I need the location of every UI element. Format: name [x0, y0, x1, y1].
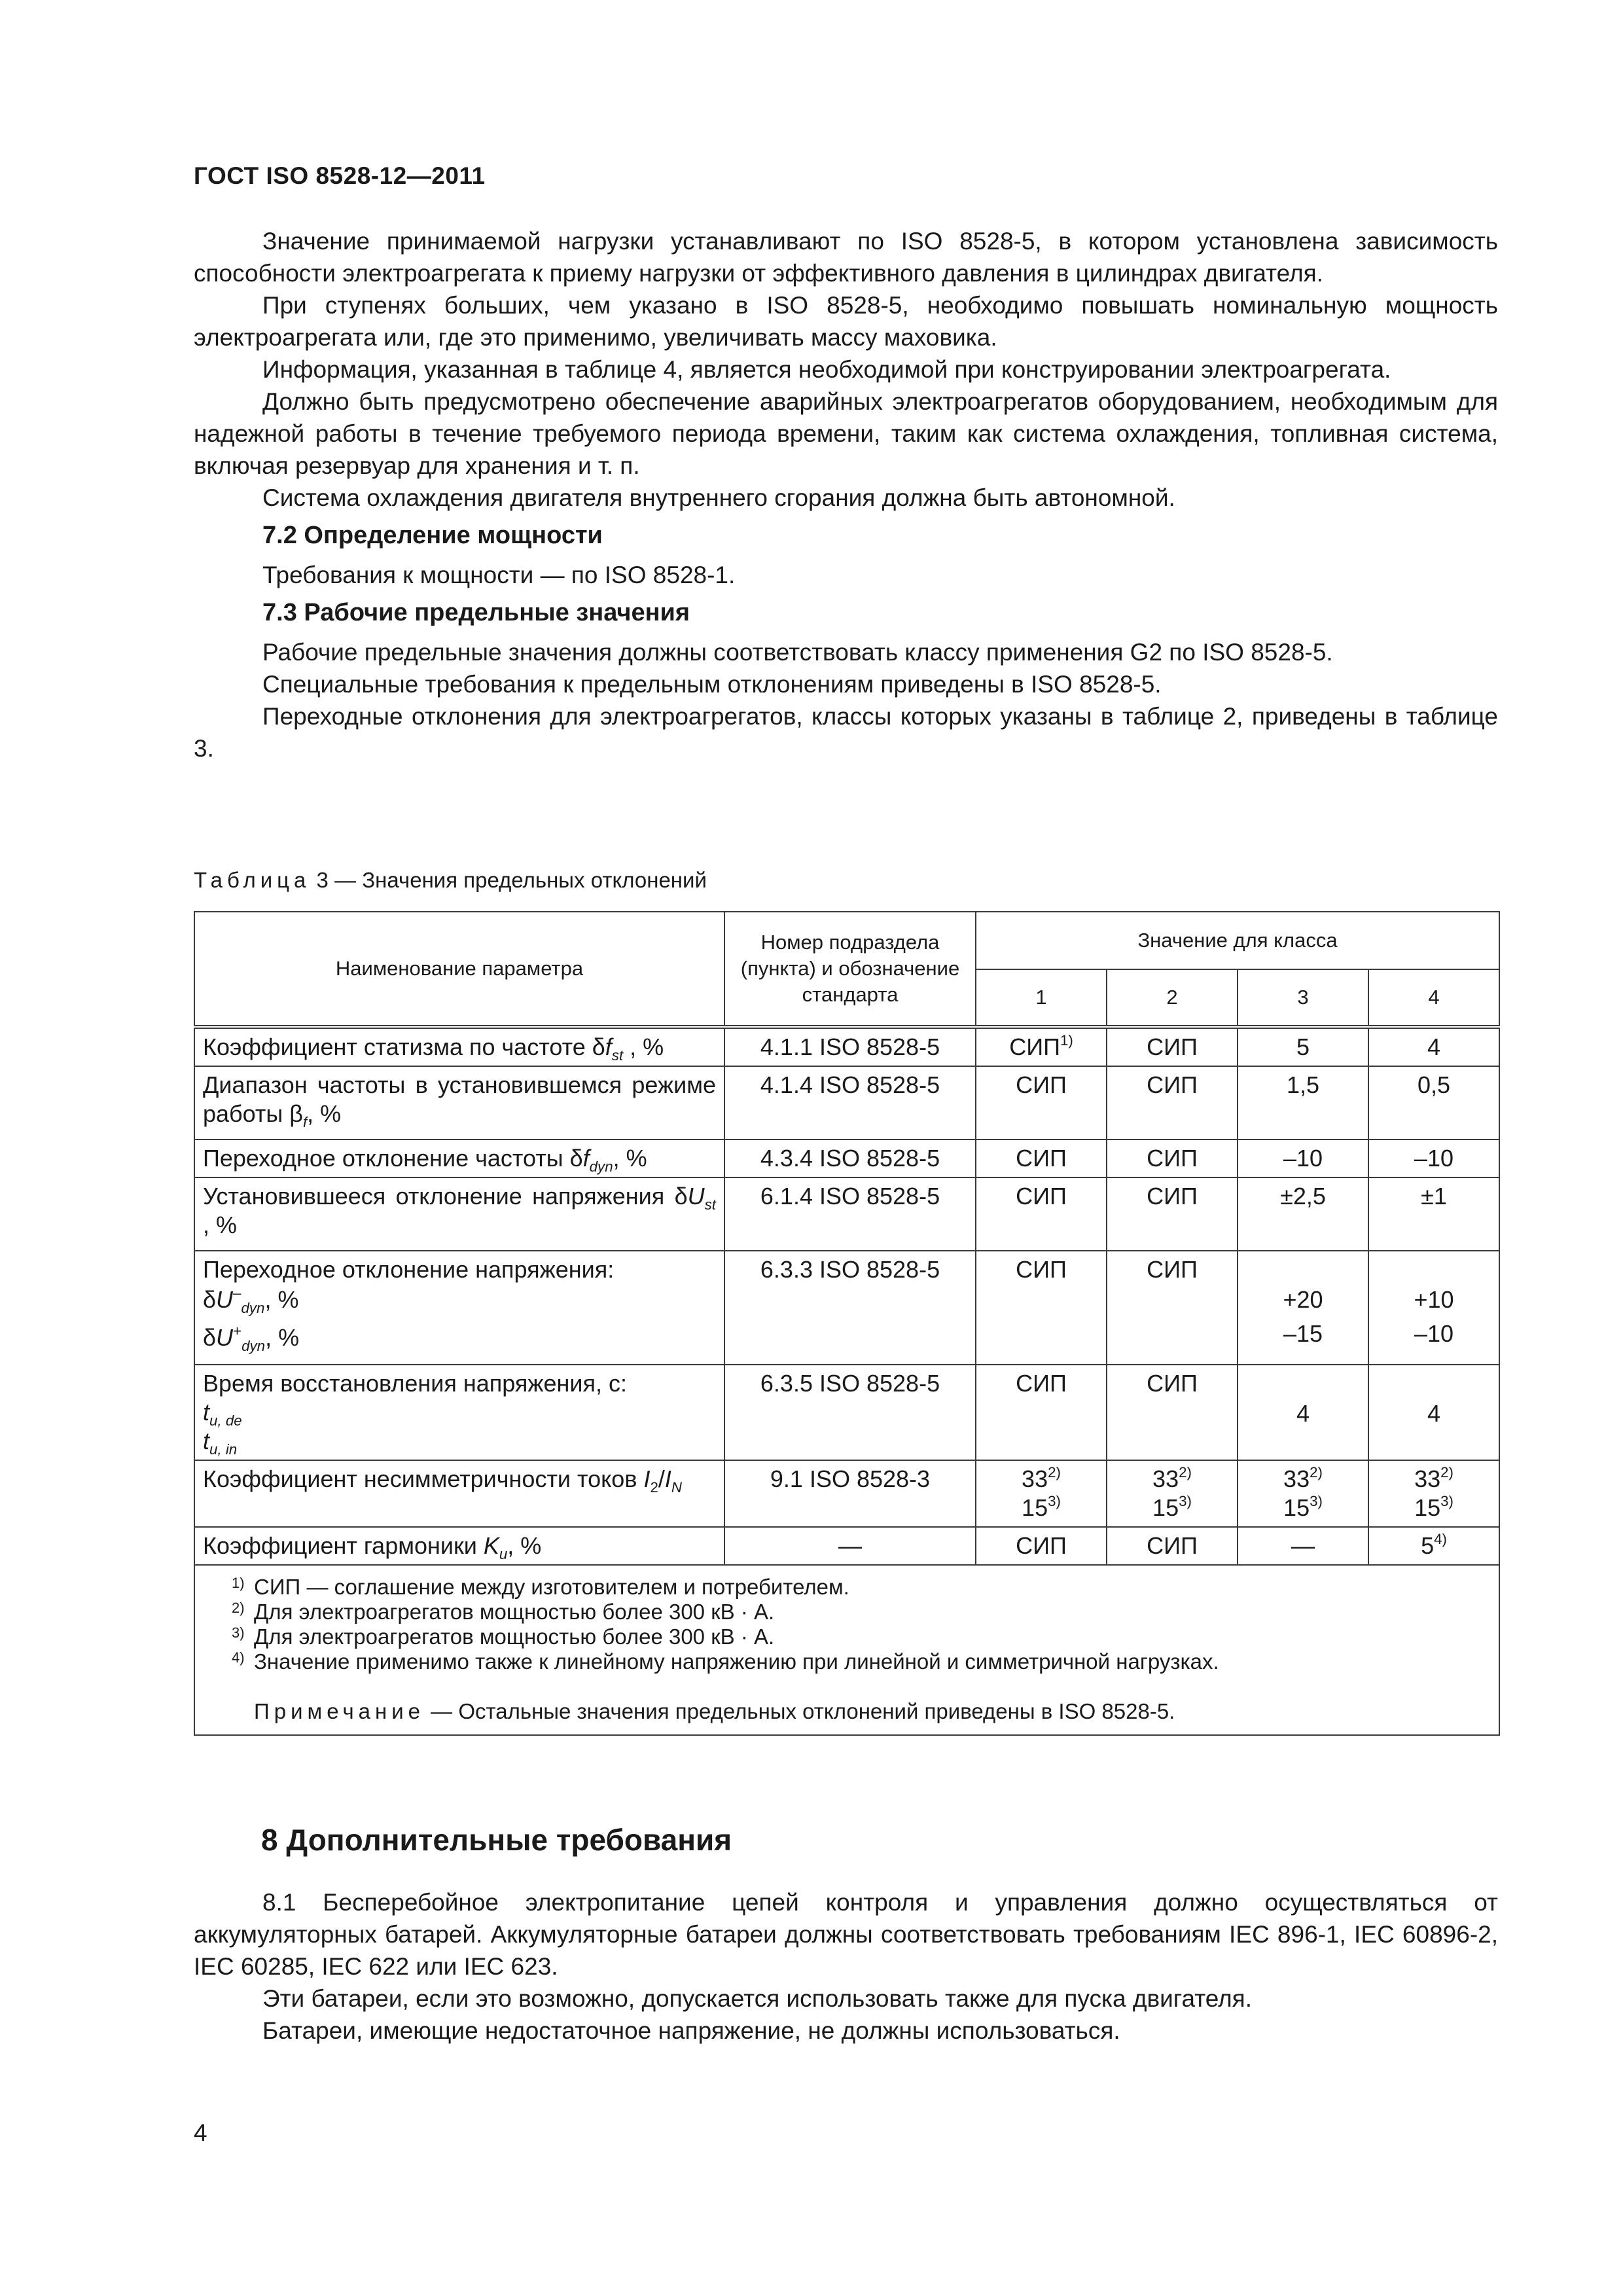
- value-cell: СИП: [1107, 1066, 1238, 1139]
- table-notes-cell: [194, 1565, 1499, 1735]
- standard-cell: 4.1.4 ISO 8528-5: [724, 1066, 976, 1139]
- paragraph: При ступенях больших, чем указано в ISO 8528-5, необходимо повышать номинальную мощность электроагрегата или, где это применимо, увеличивать массу маховика.: [194, 292, 1498, 351]
- standard-cell: 6.3.3 ISO 8528-5: [724, 1251, 976, 1365]
- paragraph: Батареи, имеющие недостаточное напряжение, не должны использоваться.: [262, 2017, 1120, 2044]
- standard-cell: 9.1 ISO 8528-3: [724, 1460, 976, 1527]
- paragraph: Переходные отклонения для электроагрегатов, классы которых указаны в таблице 2, приведены в таблице 3.: [194, 703, 1498, 762]
- table-caption-word: Таблица: [194, 868, 311, 892]
- table-row: [194, 1365, 1499, 1460]
- section-8-heading: 8 Дополнительные требования: [261, 1823, 732, 1857]
- value-cell: СИП: [976, 1251, 1107, 1365]
- document-code-header: ГОСТ ISO 8528-12—2011: [194, 162, 486, 189]
- standard-cell: 4.1.1 ISO 8528-5: [724, 1027, 976, 1066]
- value-cell: +10 –10: [1368, 1251, 1499, 1365]
- section-7-2-heading: 7.2 Определение мощности: [262, 522, 603, 549]
- value-cell: СИП: [976, 1177, 1107, 1251]
- standard-cell: 4.3.4 ISO 8528-5: [724, 1139, 976, 1177]
- footnote: 4) Значение применимо также к линейному напряжению при линейной и симметричной нагрузках.: [232, 1649, 1219, 1674]
- value-cell: 5$^{4)}$: [1368, 1527, 1499, 1565]
- page-number: 4: [194, 2119, 207, 2146]
- paragraph: Требования к мощности — по ISO 8528-1.: [262, 562, 736, 588]
- paragraph: Специальные требования к предельным отклонениям приведены в ISO 8528-5.: [262, 671, 1162, 698]
- standard-cell: 6.3.5 ISO 8528-5: [724, 1365, 976, 1460]
- section-7-3-heading: 7.3 Рабочие предельные значения: [262, 599, 690, 626]
- value-cell: 0,5: [1368, 1066, 1499, 1139]
- value-cell: 33$^{2)}$ 15$^{3)}$: [976, 1460, 1107, 1527]
- table-note: Примечание — Остальные значения предельных отклонений приведены в ISO 8528-5.: [254, 1699, 1175, 1723]
- value-cell: СИП: [1107, 1139, 1238, 1177]
- param-cell: Диапазон частоты в установившемся режиме работы $\beta_f$, %: [194, 1066, 724, 1139]
- table-row: [194, 1177, 1499, 1251]
- paragraph: Информация, указанная в таблице 4, является необходимой при конструировании электроагрегата.: [262, 356, 1391, 383]
- value-cell: —: [1238, 1527, 1368, 1565]
- value-cell: СИП: [976, 1139, 1107, 1177]
- value-cell: 4: [1368, 1365, 1499, 1460]
- table-row: [194, 1251, 1499, 1365]
- value-cell: СИП: [1107, 1027, 1238, 1066]
- value-cell: СИП: [1107, 1177, 1238, 1251]
- param-cell: Установившееся отклонение напряжения $\delta U_{st}$ , %: [194, 1177, 724, 1251]
- param-cell: Переходное отклонение напряжения: $\delta U^-_{dyn}$, % $\delta U^+_{dyn}$, %: [194, 1251, 724, 1365]
- table-row: [194, 1460, 1499, 1527]
- section-8-text-block: [194, 1886, 1498, 2047]
- header-class-3: 3: [1238, 969, 1368, 1027]
- header-class-4: 4: [1368, 969, 1499, 1027]
- intro-text-block: [194, 225, 1498, 764]
- param-cell: Коэффициент несимметричности токов $I_2/I_N$: [194, 1460, 724, 1527]
- value-cell: 33$^{2)}$ 15$^{3)}$: [1238, 1460, 1368, 1527]
- footnote: 1) СИП — соглашение между изготовителем и потребителем.: [232, 1575, 849, 1599]
- footnote: 3) Для электроагрегатов мощностью более 300 кВ · А.: [232, 1624, 775, 1649]
- value-cell: 33$^{2)}$ 15$^{3)}$: [1107, 1460, 1238, 1527]
- value-cell: +20 –15: [1238, 1251, 1368, 1365]
- header-param: Наименование параметра: [194, 912, 724, 1027]
- param-cell: Коэффициент гармоники $K_u$, %: [194, 1527, 724, 1565]
- value-cell: ±1: [1368, 1177, 1499, 1251]
- footnote: 2) Для электроагрегатов мощностью более 300 кВ · А.: [232, 1600, 775, 1624]
- header-class-2: 2: [1107, 969, 1238, 1027]
- table-notes-row: [194, 1565, 1499, 1735]
- value-cell: СИП: [976, 1365, 1107, 1460]
- value-cell: 1,5: [1238, 1066, 1368, 1139]
- value-cell: ±2,5: [1238, 1177, 1368, 1251]
- standard-cell: 6.1.4 ISO 8528-5: [724, 1177, 976, 1251]
- value-cell: СИП: [1107, 1527, 1238, 1565]
- paragraph: Значение принимаемой нагрузки устанавливают по ISO 8528-5, в котором установлена зависимость способности электроагрегата к приему нагрузки от эффективного давления в цилиндрах двигателя.: [194, 228, 1498, 287]
- value-cell: СИП: [1107, 1365, 1238, 1460]
- value-cell: –10: [1238, 1139, 1368, 1177]
- table-row: [194, 1527, 1499, 1565]
- paragraph: Эти батареи, если это возможно, допускается использовать также для пуска двигателя.: [262, 1985, 1252, 2012]
- value-cell: 4: [1238, 1365, 1368, 1460]
- paragraph: Система охлаждения двигателя внутреннего сгорания должна быть автономной.: [262, 484, 1175, 511]
- value-cell: СИП: [1107, 1251, 1238, 1365]
- value-cell: 5: [1238, 1027, 1368, 1066]
- paragraph: Должно быть предусмотрено обеспечение аварийных электроагрегатов оборудованием, необходимым для надежной работы в течение требуемого периода времени, таким как система охлаждения, топливная система, включая резервуар для хранения и т. п.: [194, 388, 1498, 479]
- deviation-limits-table: [194, 911, 1500, 1736]
- param-cell: Время восстановления напряжения, с: $t_{u, de}$ $t_{u, in}$: [194, 1365, 724, 1460]
- value-cell: СИП$^{1)}$: [976, 1027, 1107, 1066]
- value-cell: СИП: [976, 1066, 1107, 1139]
- value-cell: 33$^{2)}$ 15$^{3)}$: [1368, 1460, 1499, 1527]
- param-cell: Переходное отклонение частоты $\delta f_{dyn}$, %: [194, 1139, 724, 1177]
- paragraph: 8.1 Бесперебойное электропитание цепей контроля и управления должно осуществляться от аккумуляторных батарей. Аккумуляторные батареи должны соответствовать требованиям IEC 896-1, IEC 60896-2, IEC 60285, IEC 622 или IEC 623.: [194, 1889, 1498, 1980]
- value-cell: –10: [1368, 1139, 1499, 1177]
- value-cell: СИП: [976, 1527, 1107, 1565]
- table-row: [194, 1027, 1499, 1066]
- paragraph: Рабочие предельные значения должны соответствовать классу применения G2 по ISO 8528-5.: [262, 639, 1333, 666]
- header-standard: Номер подраздела (пункта) и обозначение стандарта: [724, 912, 976, 1027]
- value-cell: 4: [1368, 1027, 1499, 1066]
- table-row: [194, 1139, 1499, 1177]
- header-class-1: 1: [976, 969, 1107, 1027]
- table-row: [194, 1066, 1499, 1139]
- table-caption-title: 3 — Значения предельных отклонений: [310, 868, 707, 892]
- header-class-group: Значение для класса: [976, 912, 1499, 969]
- standard-cell: —: [724, 1527, 976, 1565]
- param-cell: Коэффициент статизма по частоте $\delta f_{st}$ , %: [194, 1027, 724, 1066]
- table-caption: [194, 868, 707, 893]
